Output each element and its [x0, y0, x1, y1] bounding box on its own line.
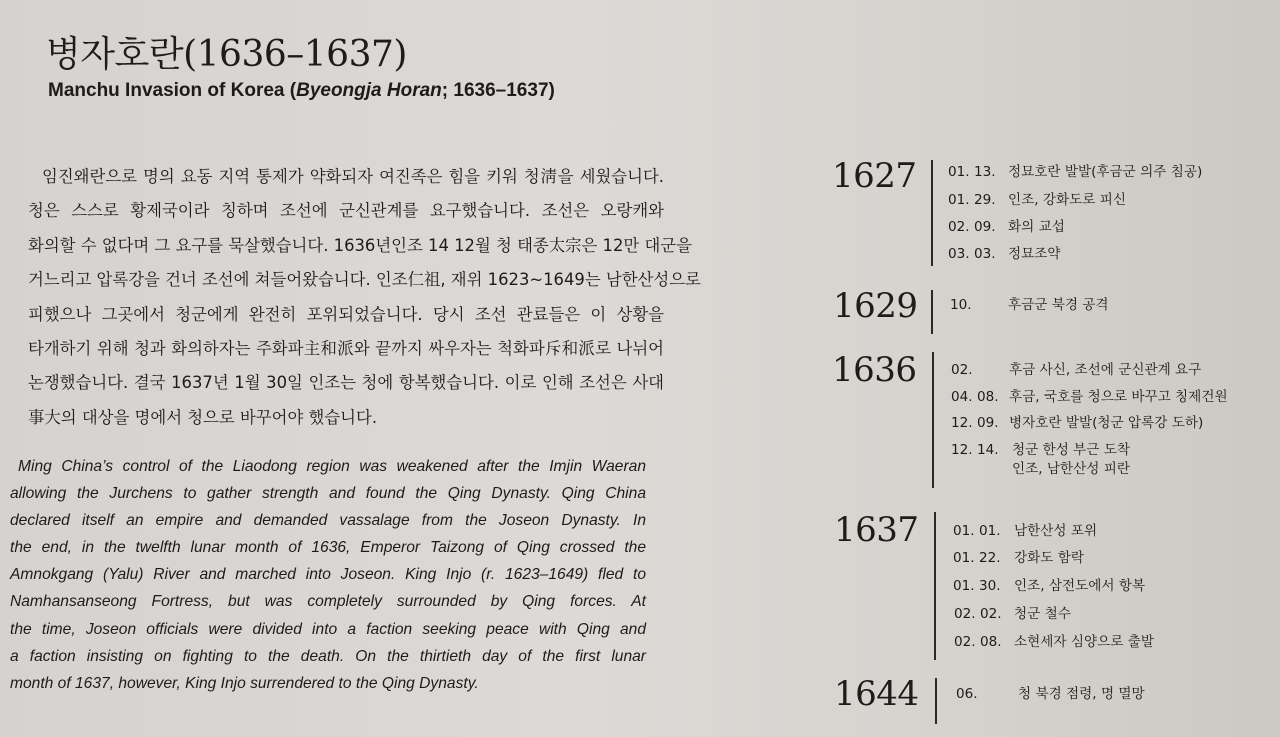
event-description: 강화도 함락	[1014, 550, 1084, 566]
event-description: 청군 철수	[1014, 606, 1071, 622]
english-line: allowing the Jurchens to gather strength and found the Qing Dynasty. Qing China	[10, 485, 646, 503]
event-date: 01. 13.	[948, 164, 996, 180]
event-date: 02. 02.	[954, 606, 1002, 622]
event-description: 후금군 북경 공격	[1008, 297, 1109, 313]
english-line: Ming China’s control of the Liaodong region was weakened after the Imjin Waeran	[18, 458, 646, 475]
event-description: 인조, 삼전도에서 항복	[1014, 578, 1146, 594]
timeline-divider	[934, 512, 936, 660]
event-date: 02. 09.	[948, 219, 996, 235]
korean-line: 임진왜란으로 명의 요동 지역 통제가 약화되자 여진족은 힘을 키워 청淸을 세웠습니다.	[42, 167, 664, 186]
english-line: month of 1637, however, King Injo surrendered to the Qing Dynasty.	[10, 674, 479, 692]
english-line: the end, in the twelfth lunar month of 1636, Emperor Taizong of Qing crossed the	[10, 539, 646, 557]
page-title-korean: 병자호란(1636–1637)	[46, 34, 407, 75]
event-date: 12. 14.	[951, 442, 999, 458]
event-description: 소현세자 심양으로 출발	[1014, 634, 1154, 650]
korean-line: 타개하기 위해 청과 화의하자는 주화파主和派와 끝까지 싸우자는 척화파斥和派로 나뉘어	[28, 338, 664, 358]
event-date: 04. 08.	[951, 389, 999, 405]
event-date: 01. 01.	[953, 523, 1001, 539]
event-description: 청 북경 점령, 명 멸망	[1018, 686, 1145, 702]
timeline-year-1644: 1644	[834, 674, 919, 714]
english-line: declared itself an empire and demanded vassalage from the Joseon Dynasty. In	[10, 512, 646, 530]
event-description: 후금, 국호를 청으로 바꾸고 칭제건원	[1009, 389, 1228, 405]
event-date: 12. 09.	[951, 415, 999, 431]
korean-line: 화의할 수 없다며 그 요구를 묵살했습니다. 1636년인조 14 12월 청 태종太宗은 12만 대군을	[28, 235, 692, 255]
event-description: 정묘조약	[1008, 246, 1061, 262]
timeline-divider	[932, 352, 934, 488]
event-description: 정묘호란 발발(후금군 의주 침공)	[1008, 164, 1203, 180]
event-date: 03. 03.	[948, 246, 996, 262]
timeline-divider	[931, 290, 933, 334]
korean-line: 피했으나 그곳에서 청군에게 완전히 포위되었습니다. 당시 조선 관료들은 이 상황을	[28, 304, 664, 324]
title-en-prefix: Manchu Invasion of Korea (	[48, 80, 297, 101]
page-title-english	[48, 80, 555, 102]
title-en-suffix: ; 1636–1637)	[441, 80, 555, 101]
event-description-continued: 인조, 남한산성 피란	[1012, 461, 1131, 477]
event-description: 인조, 강화도로 피신	[1008, 192, 1127, 208]
english-line: Namhansanseong Fortress, but was completely surrounded by Qing forces. At	[10, 593, 646, 611]
event-date: 10.	[950, 297, 972, 313]
english-line: the time, Joseon officials were divided into a faction seeking peace with Qing and	[10, 620, 646, 638]
korean-line: 논쟁했습니다. 결국 1637년 1월 30일 인조는 청에 항복했습니다. 이로 인해 조선은 사대	[28, 373, 664, 393]
event-date: 01. 30.	[953, 578, 1001, 594]
event-date: 01. 22.	[953, 550, 1001, 566]
event-date: 02.	[951, 362, 973, 378]
timeline-divider	[931, 160, 933, 266]
english-description	[10, 453, 646, 697]
event-description: 남한산성 포위	[1014, 523, 1098, 539]
timeline-year-1637: 1637	[834, 510, 919, 550]
event-description: 후금 사신, 조선에 군신관계 요구	[1009, 362, 1202, 378]
korean-description	[28, 160, 701, 435]
korean-line: 거느리고 압록강을 건너 조선에 쳐들어왔습니다. 인조仁祖, 재위 1623~1649는 남한산성으로	[28, 270, 701, 290]
korean-line: 청은 스스로 황제국이라 칭하며 조선에 군신관계를 요구했습니다. 조선은 오랑캐와	[28, 201, 664, 221]
event-description: 화의 교섭	[1008, 219, 1065, 235]
timeline-year-1629: 1629	[833, 286, 918, 326]
timeline-year-1636: 1636	[832, 350, 917, 390]
event-date: 02. 08.	[954, 634, 1002, 650]
timeline-year-1627: 1627	[832, 156, 917, 196]
event-date: 06.	[956, 686, 978, 702]
english-line: Amnokgang (Yalu) River and marched into Joseon. King Injo (r. 1623–1649) fled to	[10, 566, 646, 584]
title-en-italic: Byeongja Horan	[296, 80, 442, 101]
english-line: a faction insisting on fighting to the death. On the thirtieth day of the first lunar	[10, 647, 646, 665]
event-description: 병자호란 발발(청군 압록강 도하)	[1009, 415, 1204, 431]
event-date: 01. 29.	[948, 192, 996, 208]
event-description: 청군 한성 부근 도착	[1012, 442, 1131, 458]
timeline-divider	[935, 678, 937, 724]
korean-line: 事大의 대상을 명에서 청으로 바꾸어야 했습니다.	[28, 407, 378, 427]
